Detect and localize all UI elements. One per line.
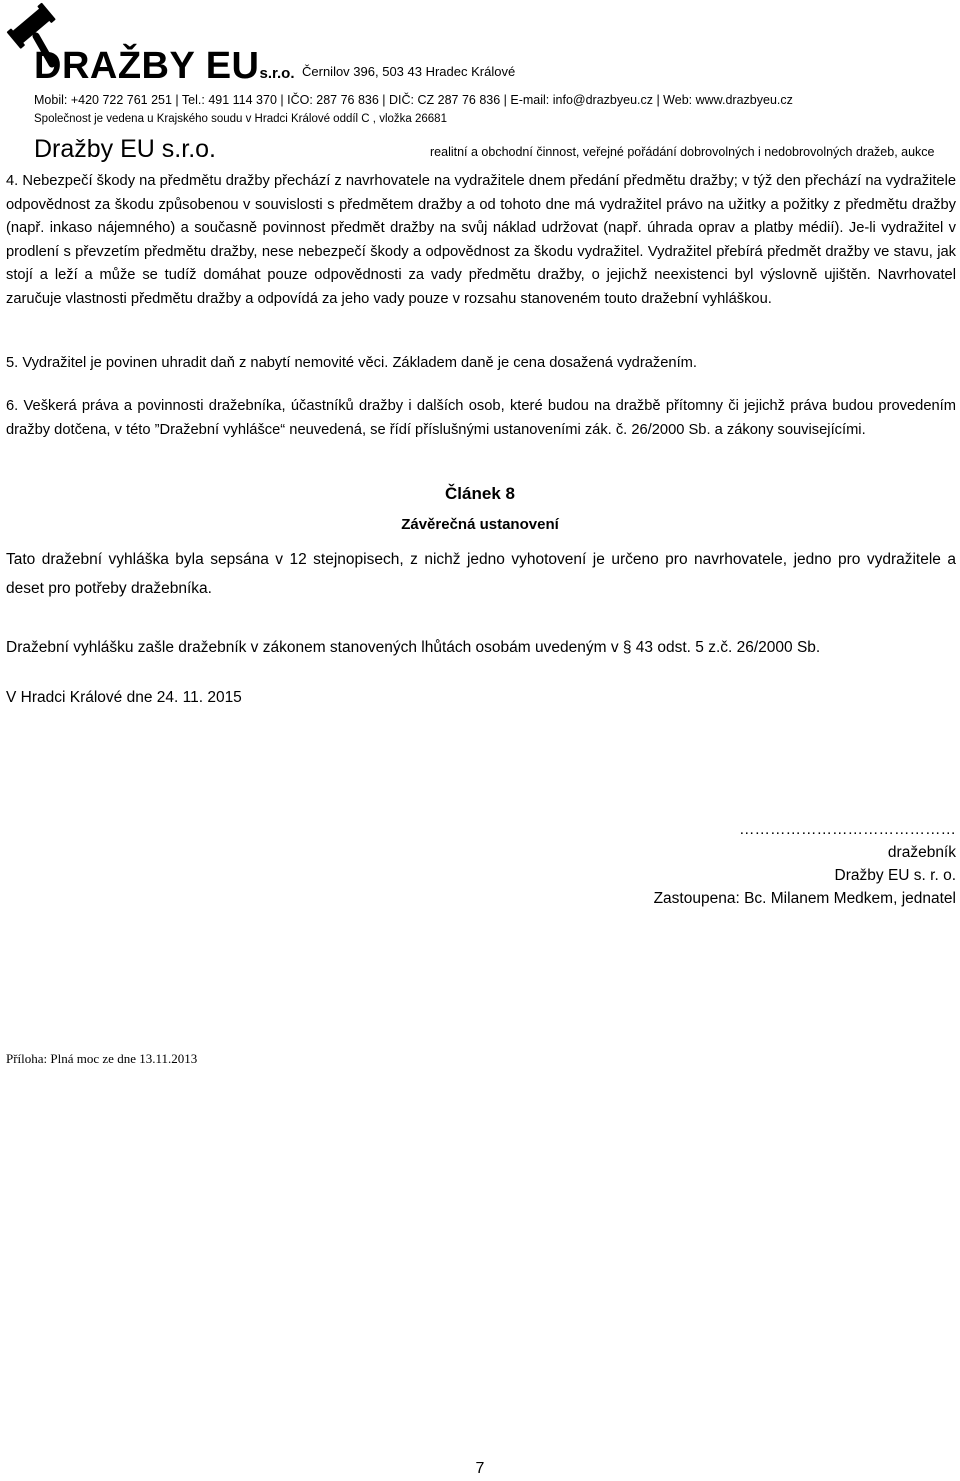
signature-role: dražebník xyxy=(887,844,956,861)
sub-brand: Dražby EU s.r.o. xyxy=(34,135,216,163)
page-number: 7 xyxy=(475,1460,485,1477)
court-registration: Společnost je vedena u Krajského soudu v Hradci Králové oddíl C , vložka 26681 xyxy=(34,113,447,125)
signature-block xyxy=(654,818,956,910)
paragraph-6: 6. Veškerá práva a povinnosti dražebníka, účastníků dražby i dalších osob, které budou na dražbě přítomny či jejichž práva budou provedením dražby dotčena, v této ”Dražební vyhlášce“ neuvedená, se řídí příslušnými ustanoveními zák. č. 26/2000 Sb. a zákony souvisejícími. xyxy=(6,398,956,438)
attachment-note: Příloha: Plná moc ze dne 13.11.2013 xyxy=(6,1051,198,1066)
article-text-copies: Tato dražební vyhláška byla sepsána v 12 stejnopisech, z nichž jedno vyhotovení je určeno pro navrhovatele, jedno pro vydražitele a deset pro potřeby dražebníka. xyxy=(6,551,956,597)
article-title: Článek 8 xyxy=(445,484,515,503)
brand-name: DRAŽBY EUs.r.o. xyxy=(34,45,295,87)
paragraph-5: 5. Vydražitel je povinen uhradit daň z nabytí nemovité věci. Základem daně je cena dosažená vydražením. xyxy=(6,355,697,371)
signature-representative: Zastoupena: Bc. Milanem Medkem, jednatel xyxy=(653,890,956,907)
letterhead xyxy=(0,0,960,165)
tagline: realitní a obchodní činnost, veřejné pořádání dobrovolných i nedobrovolných dražeb, aukce xyxy=(430,145,935,159)
article-text-delivery: Dražební vyhlášku zašle dražebník v zákonem stanovených lhůtách osobám uvedeným v § 43 odst. 5 z.č. 26/2000 Sb. xyxy=(6,639,821,656)
brand-suffix: s.r.o. xyxy=(259,65,295,82)
signature-company: Dražby EU s. r. o. xyxy=(834,867,956,884)
contact-line: Mobil: +420 722 761 251 | Tel.: 491 114 370 | IČO: 287 76 836 | DIČ: CZ 287 76 836 | E-mail: info@drazbyeu.cz | Web: www.drazbyeu.cz xyxy=(34,93,793,107)
paragraph-4: 4. Nebezpečí škody na předmětu dražby přechází z navrhovatele na vydražitele dnem předání předmětu dražby; v týž den přechází na vydražitele odpovědnost za škodu způsobenou v souvislosti s předmětem dražby a od tohoto dne má vydražitel právo na užitky a požitky z předmětu dražby (např. inkaso nájemného) a současně povinnost předmět dražby na svůj náklad udržovat (např. úhrada oprav a platby médií). Je-li vydražitel v prodlení s převzetím předmětu dražby, nese nebezpečí škody a odpovědnost za škodu vydražitel. Vydražitel přebírá předmět dražby ve stavu, jak stojí a leží a může se tudíž domáhat pouze odpovědnosti za vady předmětu dražby, o jejichž neexistenci byl výslovně ujištěn. Navrhovatel zaručuje vlastnosti předmětu dražby a odpovídá za jeho vady pouze v rozsahu stanoveném touto dražební vyhláškou. xyxy=(6,173,956,307)
company-address: Černilov 396, 503 43 Hradec Králové xyxy=(302,64,516,79)
article-subtitle: Závěrečná ustanovení xyxy=(401,516,559,533)
document-date: V Hradci Králové dne 24. 11. 2015 xyxy=(6,689,242,706)
signature-dots: …………………………………… xyxy=(739,821,956,838)
